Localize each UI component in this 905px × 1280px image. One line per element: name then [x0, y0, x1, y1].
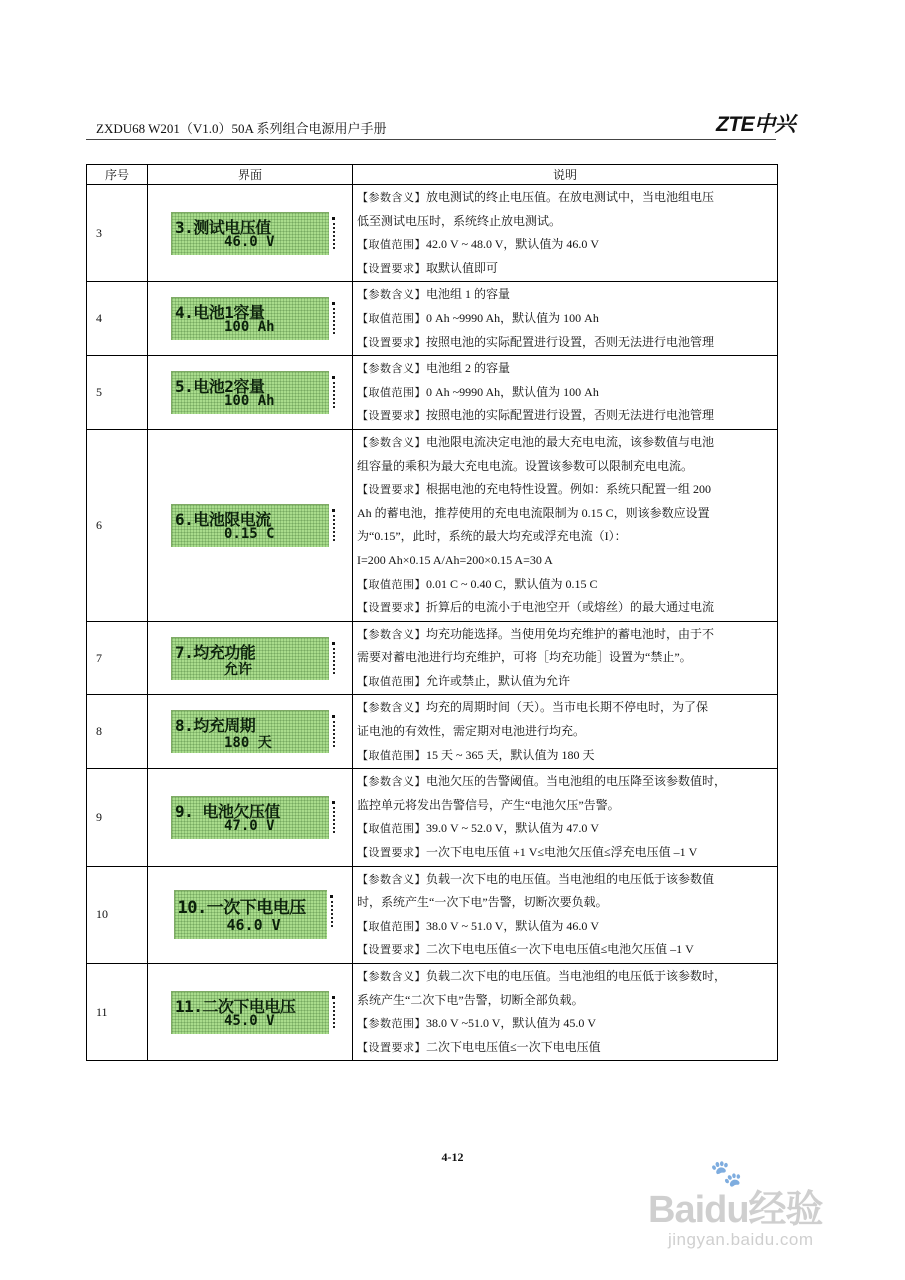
lcd-line-1: 9. 电池欠压值	[175, 801, 280, 821]
description-line	[357, 868, 772, 892]
field-tag: 【取值范围】	[357, 674, 426, 688]
lcd-line-1: 4.电池1容量	[175, 303, 265, 323]
description-line	[357, 1036, 772, 1060]
description-line	[357, 646, 772, 670]
field-text: 负载二次下电的电压值。当电池组的电压低于该参数时，	[426, 969, 727, 983]
column-header-screen: 界面	[148, 165, 353, 185]
parameter-table	[86, 164, 778, 1061]
row-description	[353, 769, 778, 866]
lcd-line-1: 5.电池2容量	[175, 377, 265, 397]
description-line	[357, 210, 772, 234]
row-description	[353, 429, 778, 621]
field-tag: 【设置要求】	[357, 483, 426, 497]
lcd-cell	[148, 621, 353, 695]
description-line	[357, 670, 772, 694]
field-text: 二次下电电压值≤一次下电电压值	[426, 1039, 601, 1054]
table-row	[87, 695, 778, 769]
table-row	[87, 621, 778, 695]
lcd-scroll-bar	[333, 515, 335, 541]
zte-logo: ZTE中兴	[716, 113, 796, 136]
lcd-line-1: 6.电池限电流	[175, 509, 271, 529]
baidu-watermark	[648, 1158, 858, 1258]
document-header-title: ZXDU68 W201（V1.0）50A 系列组合电源用户手册	[96, 121, 387, 136]
watermark-brand: Baidu经验	[648, 1189, 823, 1231]
field-text: 电池组 2 的容量	[426, 361, 511, 376]
field-text: 15 天 ~ 365 天，默认值为 180 天	[426, 747, 595, 762]
field-text: 42.0 V ~ 48.0 V，默认值为 46.0 V	[426, 237, 600, 252]
lcd-scroll-dot	[332, 996, 335, 999]
lcd-cell	[148, 429, 353, 621]
lcd-screen	[174, 890, 327, 939]
lcd-screen	[171, 796, 329, 839]
lcd-line-1: 8.均充周期	[175, 716, 256, 736]
lcd-scroll-bar	[333, 382, 335, 408]
table-row	[87, 429, 778, 621]
lcd-screen	[171, 504, 329, 547]
lcd-line-2: 0.15 C	[224, 525, 275, 542]
lcd-scroll-dot	[332, 302, 335, 305]
description-line	[357, 283, 772, 307]
description-line	[357, 381, 772, 405]
lcd-scroll-dot	[330, 895, 333, 898]
field-tag: 【设置要求】	[357, 601, 426, 615]
field-text: 39.0 V ~ 52.0 V，默认值为 47.0 V	[426, 821, 600, 836]
field-text: I=200 Ah×0.15 A/Ah=200×0.15 A=30 A	[357, 552, 553, 567]
lcd-line-2: 47.0 V	[224, 817, 275, 834]
description-line	[357, 478, 772, 502]
description-line	[357, 525, 772, 549]
lcd-line-1: 3.测试电压值	[175, 217, 271, 237]
row-description	[353, 621, 778, 695]
lcd-line-1: 7.均充功能	[175, 642, 256, 662]
lcd-screen	[171, 991, 329, 1034]
lcd-scroll-bar	[333, 648, 335, 674]
description-line	[357, 331, 772, 355]
field-text: 取默认值即可	[426, 260, 499, 275]
column-header-seq: 序号	[87, 165, 148, 185]
row-description	[353, 695, 778, 769]
field-text: 证电池的有效性，需定期对电池进行均充。	[357, 724, 586, 739]
field-tag: 【取值范围】	[357, 238, 426, 252]
field-text: 0 Ah ~9990 Ah，默认值为 100 Ah	[426, 310, 599, 325]
field-text: 系统产生“二次下电”告警，切断全部负载。	[357, 992, 584, 1007]
description-line	[357, 965, 772, 989]
field-tag: 【取值范围】	[357, 822, 426, 836]
field-tag: 【参数含义】	[357, 970, 426, 983]
field-text: 38.0 V ~ 51.0 V，默认值为 46.0 V	[426, 918, 600, 933]
field-tag: 【参数含义】	[357, 872, 426, 886]
field-tag: 【参数范围】	[357, 1017, 426, 1031]
field-text: 监控单元将发出告警信号，产生“电池欠压”告警。	[357, 797, 620, 812]
field-tag: 【参数含义】	[357, 362, 426, 376]
field-text: 折算后的电流小于电池空开（或熔丝）的最大通过电流	[426, 600, 715, 615]
header-rule	[86, 139, 776, 140]
description-line	[357, 989, 772, 1013]
description-line	[357, 744, 772, 768]
lcd-scroll-dot	[332, 376, 335, 379]
field-text: 0.01 C ~ 0.40 C，默认值为 0.15 C	[426, 576, 598, 591]
description-line	[357, 794, 772, 818]
lcd-scroll-bar	[333, 223, 335, 249]
field-text: 二次下电电压值≤一次下电电压值≤电池欠压值 –1 V	[426, 942, 694, 957]
row-seq: 4	[87, 282, 148, 356]
lcd-scroll-dot	[332, 217, 335, 220]
description-line	[357, 770, 772, 794]
description-line	[357, 186, 772, 210]
field-text: 一次下电电压值 +1 V≤电池欠压值≤浮充电压值 –1 V	[426, 845, 698, 860]
field-text: 时，系统产生“一次下电”告警，切断次要负载。	[357, 895, 608, 910]
field-tag: 【取值范围】	[357, 311, 426, 325]
description-line	[357, 720, 772, 744]
field-text: 放电测试的终止电压值。在放电测试中，当电池组电压	[426, 190, 715, 204]
description-line	[357, 891, 772, 915]
field-text: 负载一次下电的电压值。当电池组的电压低于该参数值	[426, 871, 715, 886]
description-line	[357, 623, 772, 647]
description-line	[357, 357, 772, 381]
table-row	[87, 356, 778, 430]
table-row	[87, 282, 778, 356]
row-seq: 11	[87, 964, 148, 1061]
lcd-screen	[171, 212, 329, 255]
row-seq: 5	[87, 356, 148, 430]
description-line	[357, 938, 772, 962]
field-tag: 【设置要求】	[357, 846, 426, 860]
table-row	[87, 769, 778, 866]
description-line	[357, 257, 772, 281]
row-seq: 6	[87, 429, 148, 621]
lcd-scroll-dot	[332, 509, 335, 512]
field-text: 为“0.15”，此时，系统的最大均充或浮充电流（I）：	[357, 529, 627, 544]
description-line	[357, 404, 772, 428]
field-text: 电池组 1 的容量	[426, 287, 511, 302]
field-text: 电池限电流决定电池的最大充电电流，该参数值与电池	[426, 434, 715, 449]
description-line	[357, 841, 772, 865]
field-text: 38.0 V ~51.0 V，默认值为 45.0 V	[426, 1016, 597, 1031]
lcd-line-2: 100 Ah	[224, 393, 275, 410]
lcd-scroll-bar	[331, 901, 333, 927]
lcd-scroll-dot	[332, 715, 335, 718]
field-tag: 【参数含义】	[357, 191, 426, 204]
lcd-screen	[171, 637, 329, 680]
lcd-scroll-bar	[333, 807, 335, 833]
row-description	[353, 866, 778, 963]
lcd-line-2: 允许	[224, 661, 252, 678]
row-description	[353, 185, 778, 282]
field-tag: 【设置要求】	[357, 261, 426, 275]
table-row	[87, 185, 778, 282]
description-line	[357, 915, 772, 939]
description-line	[357, 307, 772, 331]
row-description	[353, 964, 778, 1061]
field-text: 需要对蓄电池进行均充维护，可将［均充功能］设置为“禁止”。	[357, 650, 692, 665]
description-line	[357, 502, 772, 526]
lcd-line-2: 46.0 V	[224, 233, 275, 250]
lcd-screen	[171, 371, 329, 414]
lcd-scroll-dot	[332, 642, 335, 645]
lcd-line-1: 10.一次下电电压	[177, 898, 306, 919]
row-seq: 9	[87, 769, 148, 866]
description-line	[357, 696, 772, 720]
lcd-screen	[171, 297, 329, 340]
field-text: 按照电池的实际配置进行设置，否则无法进行电池管理	[426, 408, 715, 423]
field-tag: 【参数含义】	[357, 775, 426, 789]
field-text: 低至测试电压时，系统终止放电测试。	[357, 213, 562, 228]
lcd-cell	[148, 356, 353, 430]
lcd-screen	[171, 710, 329, 753]
lcd-cell	[148, 695, 353, 769]
field-text: 均充的周期时间（天）。当市电长期不停电时，为了保	[426, 700, 709, 715]
lcd-scroll-bar	[333, 721, 335, 747]
lcd-cell	[148, 769, 353, 866]
field-tag: 【取值范围】	[357, 385, 426, 399]
description-line	[357, 549, 772, 573]
description-line	[357, 233, 772, 257]
field-tag: 【参数含义】	[357, 627, 426, 641]
paw-icon: 🐾	[710, 1158, 743, 1188]
page-number: 4-12	[441, 1150, 464, 1164]
field-tag: 【参数含义】	[357, 701, 426, 715]
lcd-line-2: 180 天	[224, 735, 272, 752]
description-line	[357, 596, 772, 620]
lcd-line-2: 46.0 V	[226, 916, 281, 935]
lcd-line-1: 11.二次下电电压	[175, 996, 296, 1016]
field-text: 组容量的乘积为最大充电电流。设置该参数可以限制充电电流。	[357, 458, 694, 473]
table-header-row	[87, 165, 778, 185]
row-seq: 7	[87, 621, 148, 695]
lcd-scroll-dot	[332, 801, 335, 804]
field-tag: 【参数含义】	[357, 435, 426, 449]
description-line	[357, 573, 772, 597]
field-tag: 【设置要求】	[357, 1040, 426, 1054]
field-text: 允许或禁止，默认值为允许	[426, 673, 571, 688]
lcd-cell	[148, 185, 353, 282]
field-text: Ah 的蓄电池，推荐使用的充电电流限制为 0.15 C，则该参数应设置	[357, 505, 710, 520]
lcd-cell	[148, 866, 353, 963]
table-row	[87, 964, 778, 1061]
field-text: 根据电池的充电特性设置。例如：系统只配置一组 200	[426, 482, 712, 497]
row-description	[353, 356, 778, 430]
description-line	[357, 1012, 772, 1036]
lcd-cell	[148, 282, 353, 356]
field-text: 按照电池的实际配置进行设置，否则无法进行电池管理	[426, 334, 715, 349]
row-seq: 10	[87, 866, 148, 963]
lcd-cell	[148, 964, 353, 1061]
description-line	[357, 431, 772, 455]
row-seq: 3	[87, 185, 148, 282]
field-tag: 【取值范围】	[357, 919, 426, 933]
field-tag: 【取值范围】	[357, 748, 426, 762]
field-tag: 【取值范围】	[357, 577, 426, 591]
row-seq: 8	[87, 695, 148, 769]
field-text: 均充功能选择。当使用免均充维护的蓄电池时，由于不	[426, 626, 715, 641]
field-tag: 【参数含义】	[357, 288, 426, 302]
row-description	[353, 282, 778, 356]
field-tag: 【设置要求】	[357, 335, 426, 349]
field-text: 电池欠压的告警阈值。当电池组的电压降至该参数值时，	[426, 774, 727, 789]
table-row	[87, 866, 778, 963]
watermark-url: jingyan.baidu.com	[668, 1230, 814, 1249]
field-text: 0 Ah ~9990 Ah，默认值为 100 Ah	[426, 384, 599, 399]
lcd-line-2: 45.0 V	[224, 1012, 275, 1029]
lcd-line-2: 100 Ah	[224, 319, 275, 336]
lcd-scroll-bar	[333, 308, 335, 334]
field-tag: 【设置要求】	[357, 409, 426, 423]
field-tag: 【设置要求】	[357, 943, 426, 957]
lcd-scroll-bar	[333, 1002, 335, 1028]
description-line	[357, 817, 772, 841]
description-line	[357, 455, 772, 479]
column-header-desc: 说明	[353, 165, 778, 185]
